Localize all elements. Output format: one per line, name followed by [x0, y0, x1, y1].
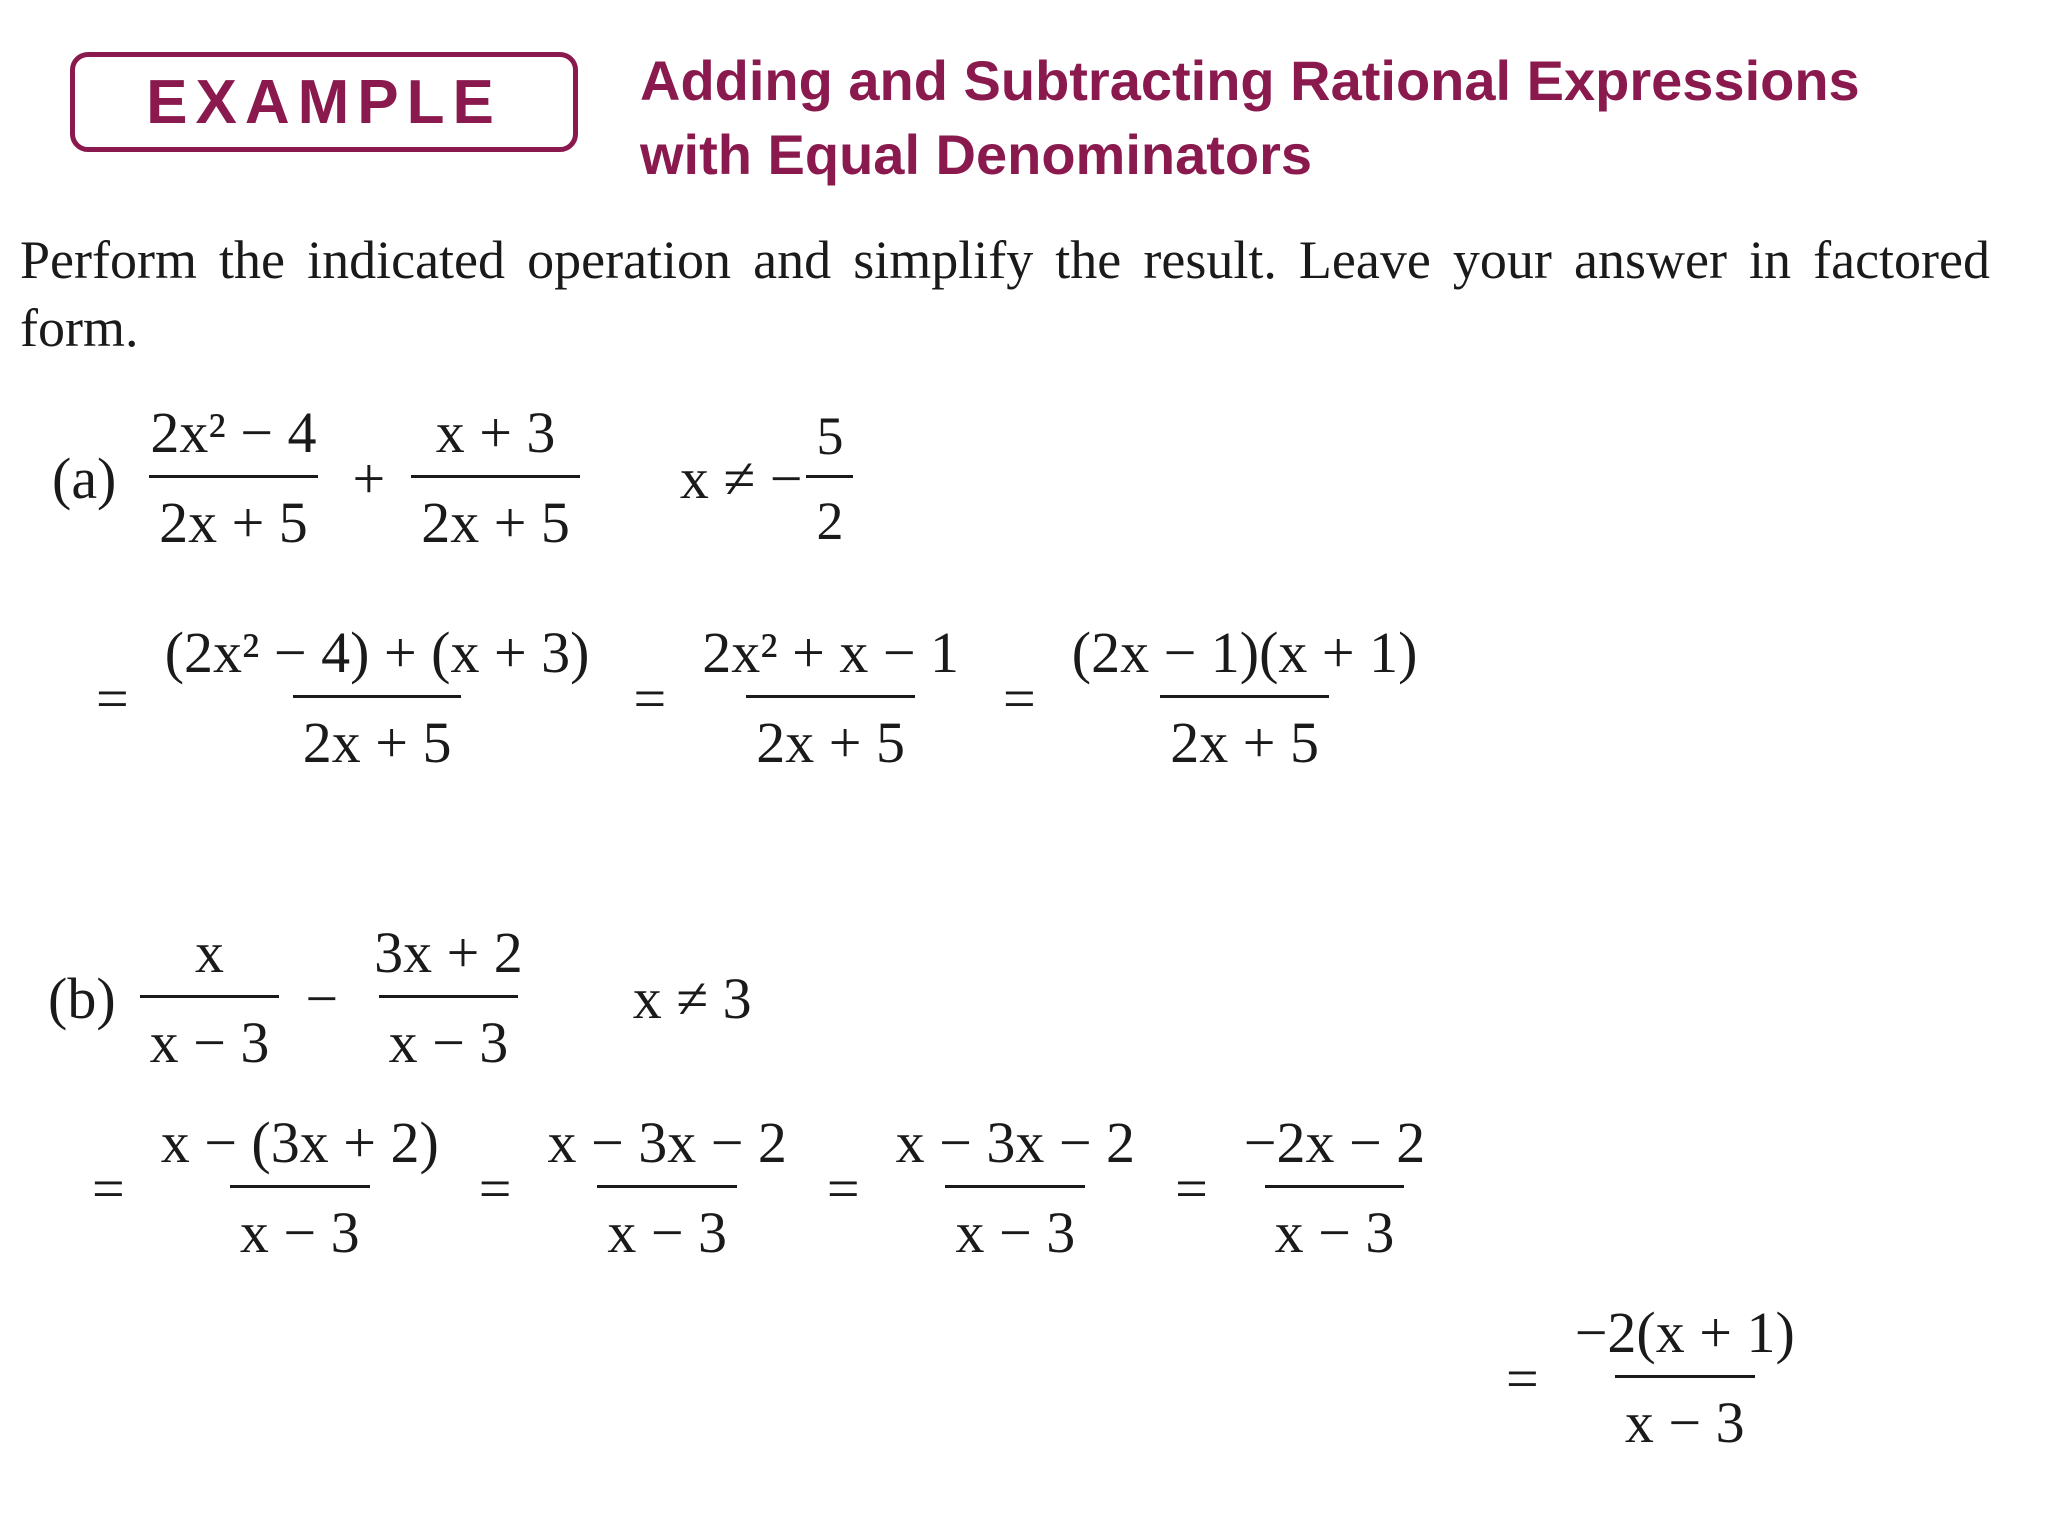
- denominator: 2: [806, 475, 853, 552]
- denominator: x − 3: [379, 995, 519, 1077]
- part-a-steps: [80, 620, 1960, 776]
- numerator: −2x − 2: [1243, 1110, 1426, 1175]
- equals-sign: =: [96, 665, 129, 731]
- step-fraction: [151, 1110, 449, 1266]
- equals-sign: =: [1175, 1155, 1208, 1221]
- equals-sign: =: [633, 665, 667, 731]
- step-fraction: [1234, 1110, 1435, 1266]
- denominator: x − 3: [597, 1185, 737, 1267]
- minus-operator: −: [305, 965, 339, 1031]
- numerator: (2x − 1)(x + 1): [1071, 620, 1418, 685]
- fraction: [140, 920, 280, 1076]
- part-b-problem: [48, 920, 752, 1076]
- numerator: 2x² + x − 1: [702, 620, 960, 685]
- fraction: [364, 920, 533, 1076]
- condition-text: x ≠ −: [679, 445, 803, 511]
- denominator: 2x + 5: [411, 475, 580, 557]
- plus-operator: +: [352, 445, 386, 511]
- step-fraction: [155, 620, 600, 776]
- part-a-label: (a): [52, 445, 117, 511]
- numerator: x + 3: [435, 400, 556, 465]
- equals-sign: =: [92, 1155, 125, 1221]
- denominator: x − 3: [1265, 1185, 1405, 1267]
- fraction: [140, 400, 326, 556]
- numerator: 3x + 2: [374, 920, 523, 985]
- final-fraction: [1565, 1300, 1805, 1456]
- denominator: 2x + 5: [149, 475, 318, 557]
- fraction: [411, 400, 580, 556]
- part-a-problem: [52, 400, 863, 556]
- numerator: −2(x + 1): [1574, 1300, 1795, 1365]
- denominator: 2x + 5: [746, 695, 915, 777]
- equals-sign: =: [478, 1155, 512, 1221]
- instruction-text: Perform the indicated operation and simplify the result. Leave your answer in factored form.: [20, 230, 1990, 358]
- numerator: (2x² − 4) + (x + 3): [164, 620, 590, 685]
- part-b-condition: x ≠ 3: [632, 965, 752, 1031]
- step-fraction: [692, 620, 969, 776]
- step-fraction: [538, 1110, 797, 1266]
- denominator: 2x + 5: [1160, 695, 1329, 777]
- equals-sign: =: [1003, 665, 1036, 731]
- title-line-2: with Equal Denominators: [640, 123, 1313, 186]
- numerator: 2x² − 4: [150, 400, 317, 465]
- part-b-final: [1490, 1300, 1815, 1456]
- title-line-1: Adding and Subtracting Rational Expressions: [640, 49, 1860, 112]
- numerator: x − (3x + 2): [160, 1110, 439, 1175]
- denominator: x − 3: [945, 1185, 1085, 1267]
- part-b-label: (b): [48, 965, 116, 1031]
- denominator: 2x + 5: [293, 695, 462, 777]
- part-b-steps: [76, 1110, 1956, 1266]
- numerator: 5: [816, 405, 844, 466]
- numerator: x: [195, 920, 224, 985]
- equals-sign: =: [826, 1155, 860, 1221]
- example-badge: EXAMPLE: [70, 52, 578, 152]
- denominator: x − 3: [1615, 1375, 1755, 1457]
- example-title: [640, 44, 2020, 192]
- numerator: x − 3x − 2: [547, 1110, 787, 1175]
- denominator: x − 3: [140, 995, 280, 1077]
- equals-sign: =: [1506, 1345, 1539, 1411]
- numerator: x − 3x − 2: [895, 1110, 1136, 1175]
- step-fraction: [886, 1110, 1145, 1266]
- step-fraction: [1062, 620, 1428, 776]
- part-a-condition: [680, 405, 864, 552]
- denominator: x − 3: [230, 1185, 370, 1267]
- fraction: [806, 405, 853, 552]
